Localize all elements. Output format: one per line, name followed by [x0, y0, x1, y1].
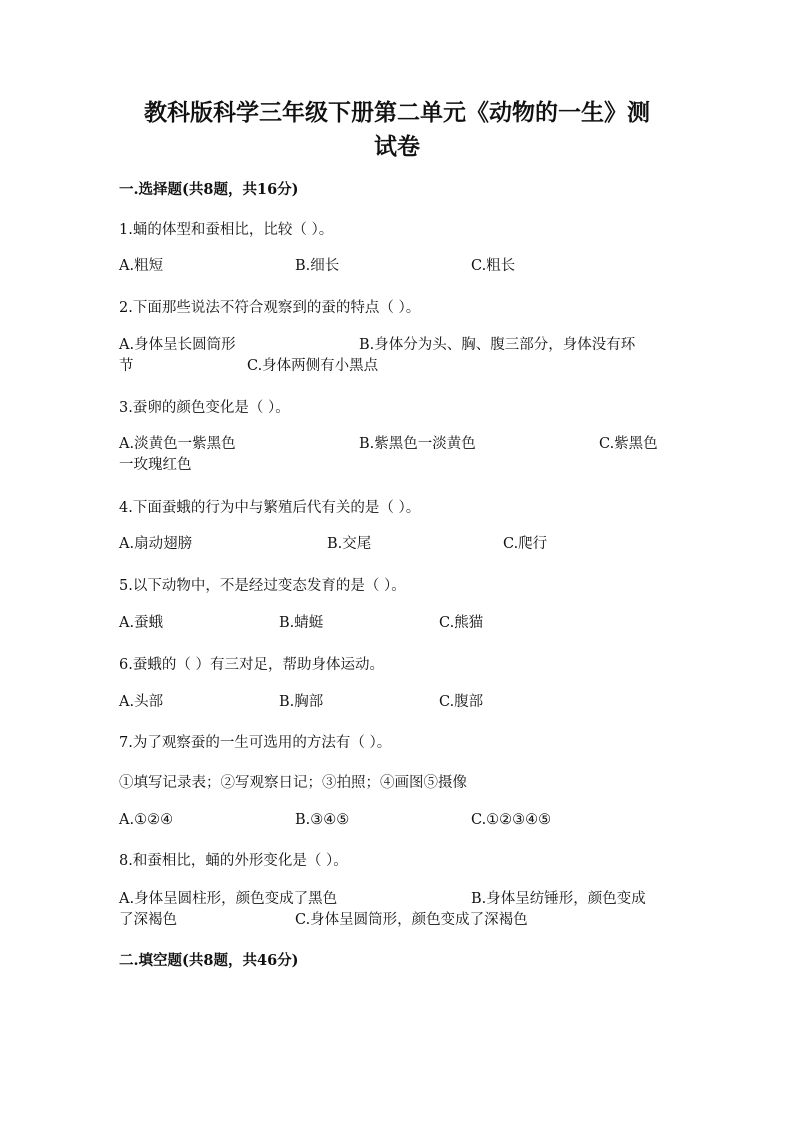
section-heading-choice: 一.选择题(共8题，共16分)	[119, 181, 299, 198]
section-heading-fill-blank: 二.填空题(共8题，共46分)	[119, 952, 299, 969]
option-c: C.身体两侧有小黑点	[247, 358, 379, 374]
question-7-methods: ①填写记录表；②写观察日记；③拍照；④画图⑤摄像	[119, 775, 467, 791]
option-a: A.身体呈圆柱形，颜色变成了黑色	[119, 891, 338, 907]
option-c: C.爬行	[503, 536, 548, 552]
option-c-continued: 一玫瑰红色	[119, 457, 192, 473]
option-b: B.蜻蜓	[279, 615, 324, 631]
question-7-stem: 7.为了观察蚕的一生可选用的方法有（ ）。	[119, 735, 392, 751]
option-b: B.身体呈纺锤形，颜色变成	[471, 891, 646, 907]
option-b-continued: 节	[119, 358, 134, 374]
question-8-stem: 8.和蚕相比，蛹的外形变化是（ ）。	[119, 853, 348, 869]
option-b: B.身体分为头、胸、腹三部分，身体没有环	[359, 337, 636, 353]
question-5-stem: 5.以下动物中，不是经过变态发育的是（ ）。	[119, 578, 406, 594]
option-b: B.紫黑色一淡黄色	[359, 436, 476, 452]
question-1-stem: 1.蛹的体型和蚕相比，比较（ ）。	[119, 222, 334, 238]
option-b: B.③④⑤	[295, 812, 350, 828]
question-4-stem: 4.下面蚕蛾的行为中与繁殖后代有关的是（ ）。	[119, 500, 421, 516]
page-title	[120, 96, 674, 164]
option-a: A.头部	[119, 694, 164, 710]
option-c: C.粗长	[471, 258, 516, 274]
option-c: C.熊猫	[439, 615, 484, 631]
option-a: A.蚕蛾	[119, 615, 164, 631]
option-b: B.胸部	[279, 694, 324, 710]
option-c: C.紫黑色	[599, 436, 658, 452]
title-line-1: 教科版科学三年级下册第二单元《动物的一生》测	[144, 99, 650, 126]
option-a: A.身体呈长圆筒形	[119, 337, 236, 353]
question-6-stem: 6.蚕蛾的（ ）有三对足，帮助身体运动。	[119, 657, 384, 673]
question-3-stem: 3.蚕卵的颜色变化是（ ）。	[119, 400, 290, 416]
option-a: A.①②④	[119, 812, 174, 828]
option-b-continued: 了深褐色	[119, 912, 177, 928]
option-b: B.细长	[295, 258, 340, 274]
title-line-2: 试卷	[374, 133, 420, 160]
question-2-stem: 2.下面那些说法不符合观察到的蚕的特点（ ）。	[119, 300, 421, 316]
option-b: B.交尾	[327, 536, 372, 552]
option-c: C.身体呈圆筒形，颜色变成了深褐色	[295, 912, 528, 928]
option-a: A.淡黄色一紫黑色	[119, 436, 236, 452]
option-c: C.①②③④⑤	[471, 812, 552, 828]
option-a: A.粗短	[119, 258, 164, 274]
option-c: C.腹部	[439, 694, 484, 710]
option-a: A.扇动翅膀	[119, 536, 193, 552]
